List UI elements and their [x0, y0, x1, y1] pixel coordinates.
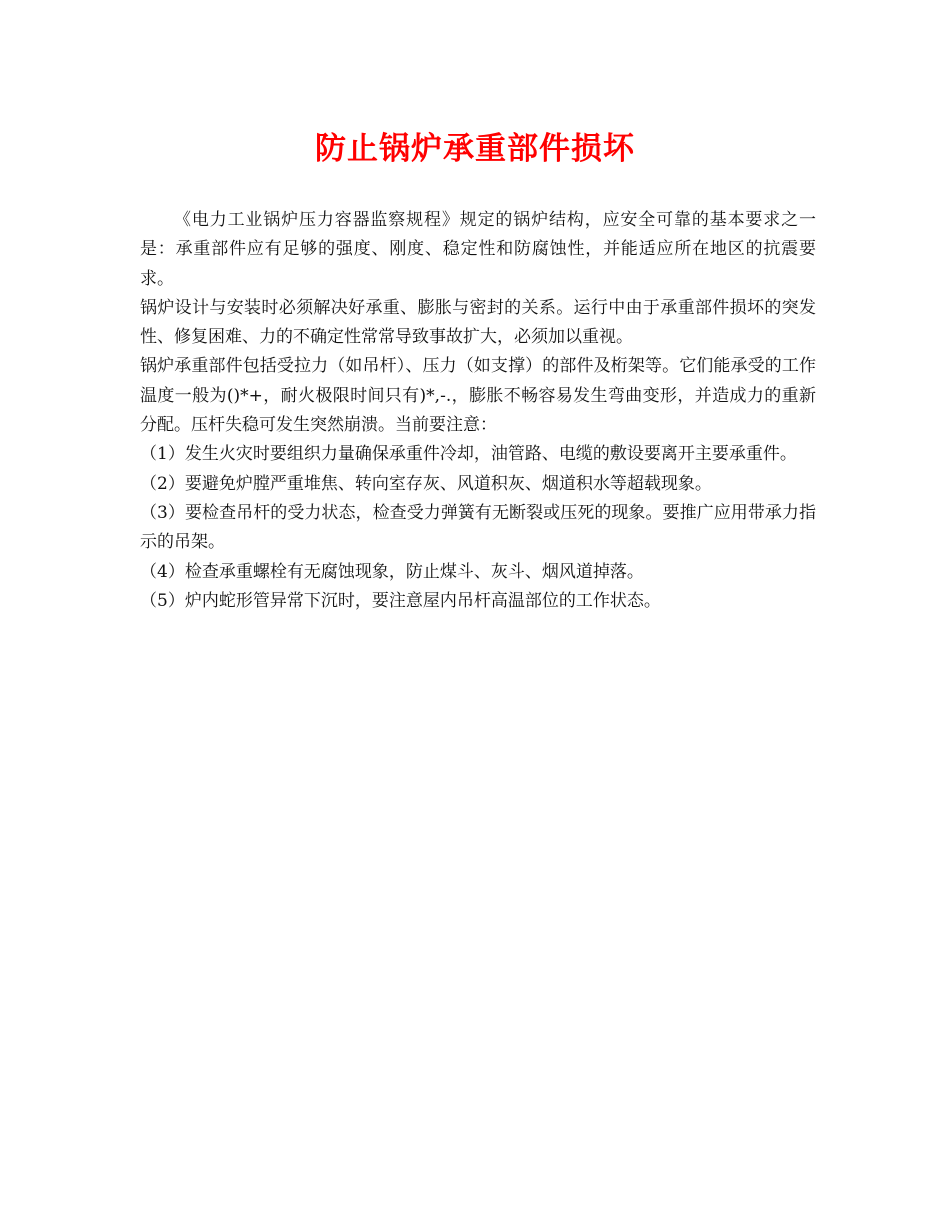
paragraph-design: 锅炉设计与安装时必须解决好承重、膨胀与密封的关系。运行中由于承重部件损坏的突发性、修复困难、力的不确定性常常导致事故扩大，必须加以重视。	[140, 297, 816, 348]
list-item-3: （3）要检查吊杆的受力状态，检查受力弹簧有无断裂或压死的现象。要推广应用带承力指示的吊架。	[140, 502, 816, 553]
list-item-1: （1）发生火灾时要组织力量确保承重件冷却，油管路、电缆的敷设要离开主要承重件。	[140, 444, 797, 465]
list-item-5: （5）炉内蛇形管异常下沉时，要注意屋内吊杆高温部位的工作状态。	[140, 590, 661, 611]
document-body	[140, 206, 816, 616]
paragraph-components: 锅炉承重部件包括受拉力（如吊杆）、压力（如支撑）的部件及桁架等。它们能承受的工作温度一般为()*+，耐火极限时间只有)*,-.，膨胀不畅容易发生弯曲变形，并造成力的重新分配。压杆失稳可发生突然崩溃。当前要注意：	[140, 356, 816, 436]
list-item-4: （4）检查承重螺栓有无腐蚀现象，防止煤斗、灰斗、烟风道掉落。	[140, 561, 644, 582]
list-item-2: （2）要避免炉膛严重堆焦、转向室存灰、风道积灰、烟道积水等超载现象。	[140, 473, 712, 494]
document-title: 防止锅炉承重部件损坏	[315, 131, 635, 167]
paragraph-intro: 《电力工业锅炉压力容器监察规程》规定的锅炉结构，应安全可靠的基本要求之一是：承重部件应有足够的强度、刚度、稳定性和防腐蚀性，并能适应所在地区的抗震要求。	[140, 210, 816, 289]
